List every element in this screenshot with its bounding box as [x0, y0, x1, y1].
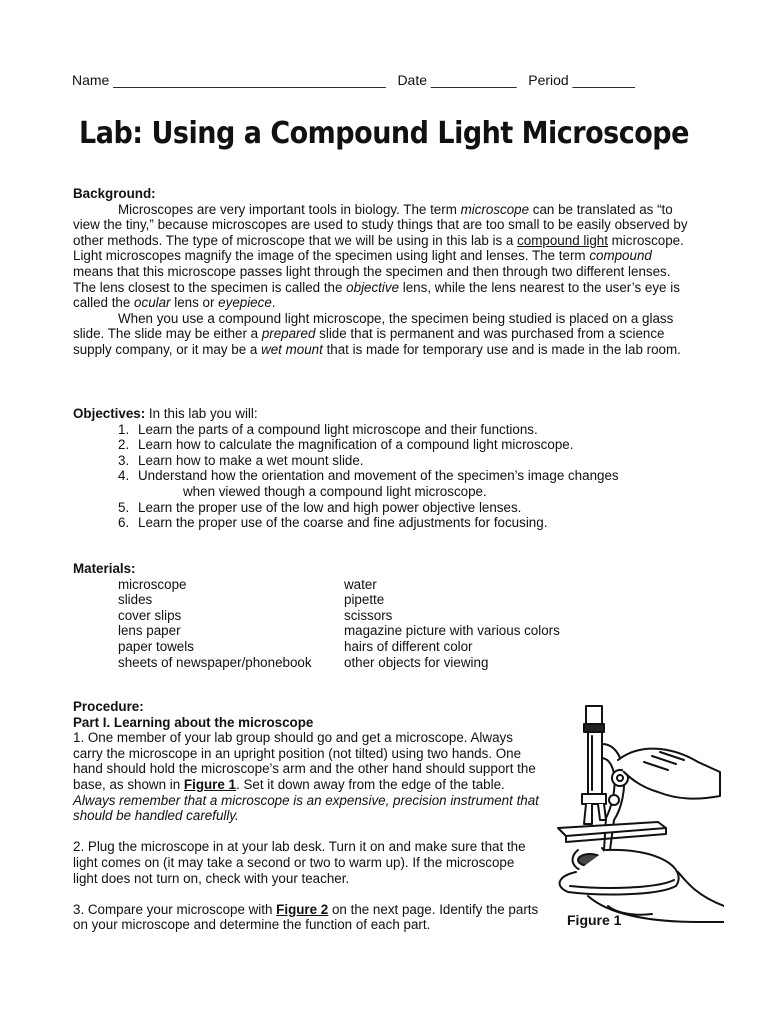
- period-label: Period: [528, 72, 569, 88]
- name-label: Name: [72, 72, 110, 88]
- procedure-step-2: 2. Plug the microscope in at your lab desk. Turn it on and make sure that the light comes on (it may take a second or two to warm up). If the microscope light does not turn on, check with your teacher.: [73, 839, 526, 886]
- background-heading: Background:: [73, 186, 156, 201]
- objective-item: 1. Learn the parts of a compound light microscope and their functions.: [118, 421, 538, 437]
- background-paragraph-1: Microscopes are very important tools in biology. The term microscope can be translated as “to view the tiny,” because microscopes are used to study things that are too small to be easily observed by other methods. The type of microscope that we will be using in this lab is a compound light microscope. Light microscopes magnify the image of the specimen using light and lenses. The term compound means that this microscope passes light through the specimen and then through two different lenses. The lens closest to the specimen is called the objective lens, while the lens nearest to the user’s eye is called the ocular lens or eyepiece.: [73, 201, 688, 311]
- figure-1-caption: Figure 1: [567, 912, 622, 928]
- objective-item: 3. Learn how to make a wet mount slide.: [118, 452, 364, 468]
- objective-item: 4. Understand how the orientation and movement of the specimen’s image changes: [118, 468, 619, 484]
- material-item: magazine picture with various colors: [344, 623, 560, 639]
- objective-item: 2. Learn how to calculate the magnification of a compound light microscope.: [118, 437, 574, 453]
- material-item: sheets of newspaper/phonebook: [118, 654, 312, 670]
- part-1-heading: Part I. Learning about the microscope: [73, 714, 314, 730]
- material-item: lens paper: [118, 623, 181, 639]
- material-item: other objects for viewing: [344, 654, 489, 670]
- material-item: microscope: [118, 576, 187, 592]
- microscope-illustration: [548, 700, 724, 940]
- material-item: paper towels: [118, 638, 194, 654]
- materials-right-column: [344, 577, 644, 671]
- date-label: Date: [397, 72, 428, 88]
- material-item: pipette: [344, 592, 385, 608]
- objectives-intro: In this lab you will:: [145, 406, 258, 421]
- material-item: scissors: [344, 607, 393, 623]
- objective-item: 6. Learn the proper use of the coarse and fine adjustments for focusing.: [118, 515, 548, 531]
- material-item: cover slips: [118, 607, 182, 623]
- page-title: Lab: Using a Compound Light Microscope: [79, 116, 689, 151]
- procedure-heading: Procedure:: [73, 699, 144, 714]
- material-item: water: [344, 576, 377, 592]
- material-item: slides: [118, 592, 153, 608]
- objective-item: 5. Learn the proper use of the low and high power objective lenses.: [118, 499, 522, 515]
- procedure-step-1: 1. One member of your lab group should go and get a microscope. Always carry the microscope in an upright position (not tilted) using two hands. One hand should hold the microscope’s arm and the other hand should support the base, as shown in Figure 1. Set it down away from the edge of the table. Always remember that a microscope is an expensive, precision instrument that should be handled carefully.: [73, 730, 539, 824]
- student-info-header: [72, 72, 696, 88]
- objectives-heading: Objectives:: [73, 406, 146, 421]
- materials-left-column: [73, 577, 344, 671]
- background-paragraph-2: When you use a compound light microscope, the specimen being studied is placed on a glass slide. The slide may be either a prepared slide that is permanent and was purchased from a science supply company, or it may be a wet mount that is made for temporary use and is made in the lab room.: [73, 310, 681, 357]
- name-field-line[interactable]: ___________________________________: [113, 72, 386, 88]
- objectives-list: [73, 422, 693, 531]
- materials-section: [73, 561, 693, 670]
- objectives-heading-line: [73, 406, 693, 422]
- procedure-section: [73, 699, 541, 933]
- materials-heading: Materials:: [73, 561, 136, 576]
- procedure-step-3: 3. Compare your microscope with Figure 2 on the next page. Identify the parts on your microscope and determine the function of each part.: [73, 901, 539, 933]
- material-item: hairs of different color: [344, 638, 473, 654]
- background-section: [73, 186, 693, 358]
- date-field-line[interactable]: ___________: [430, 72, 517, 88]
- objectives-section: [73, 406, 693, 531]
- materials-list: [73, 577, 693, 671]
- objective-item-continuation: when viewed though a compound light microscope.: [183, 483, 487, 499]
- period-field-line[interactable]: ________: [572, 72, 635, 88]
